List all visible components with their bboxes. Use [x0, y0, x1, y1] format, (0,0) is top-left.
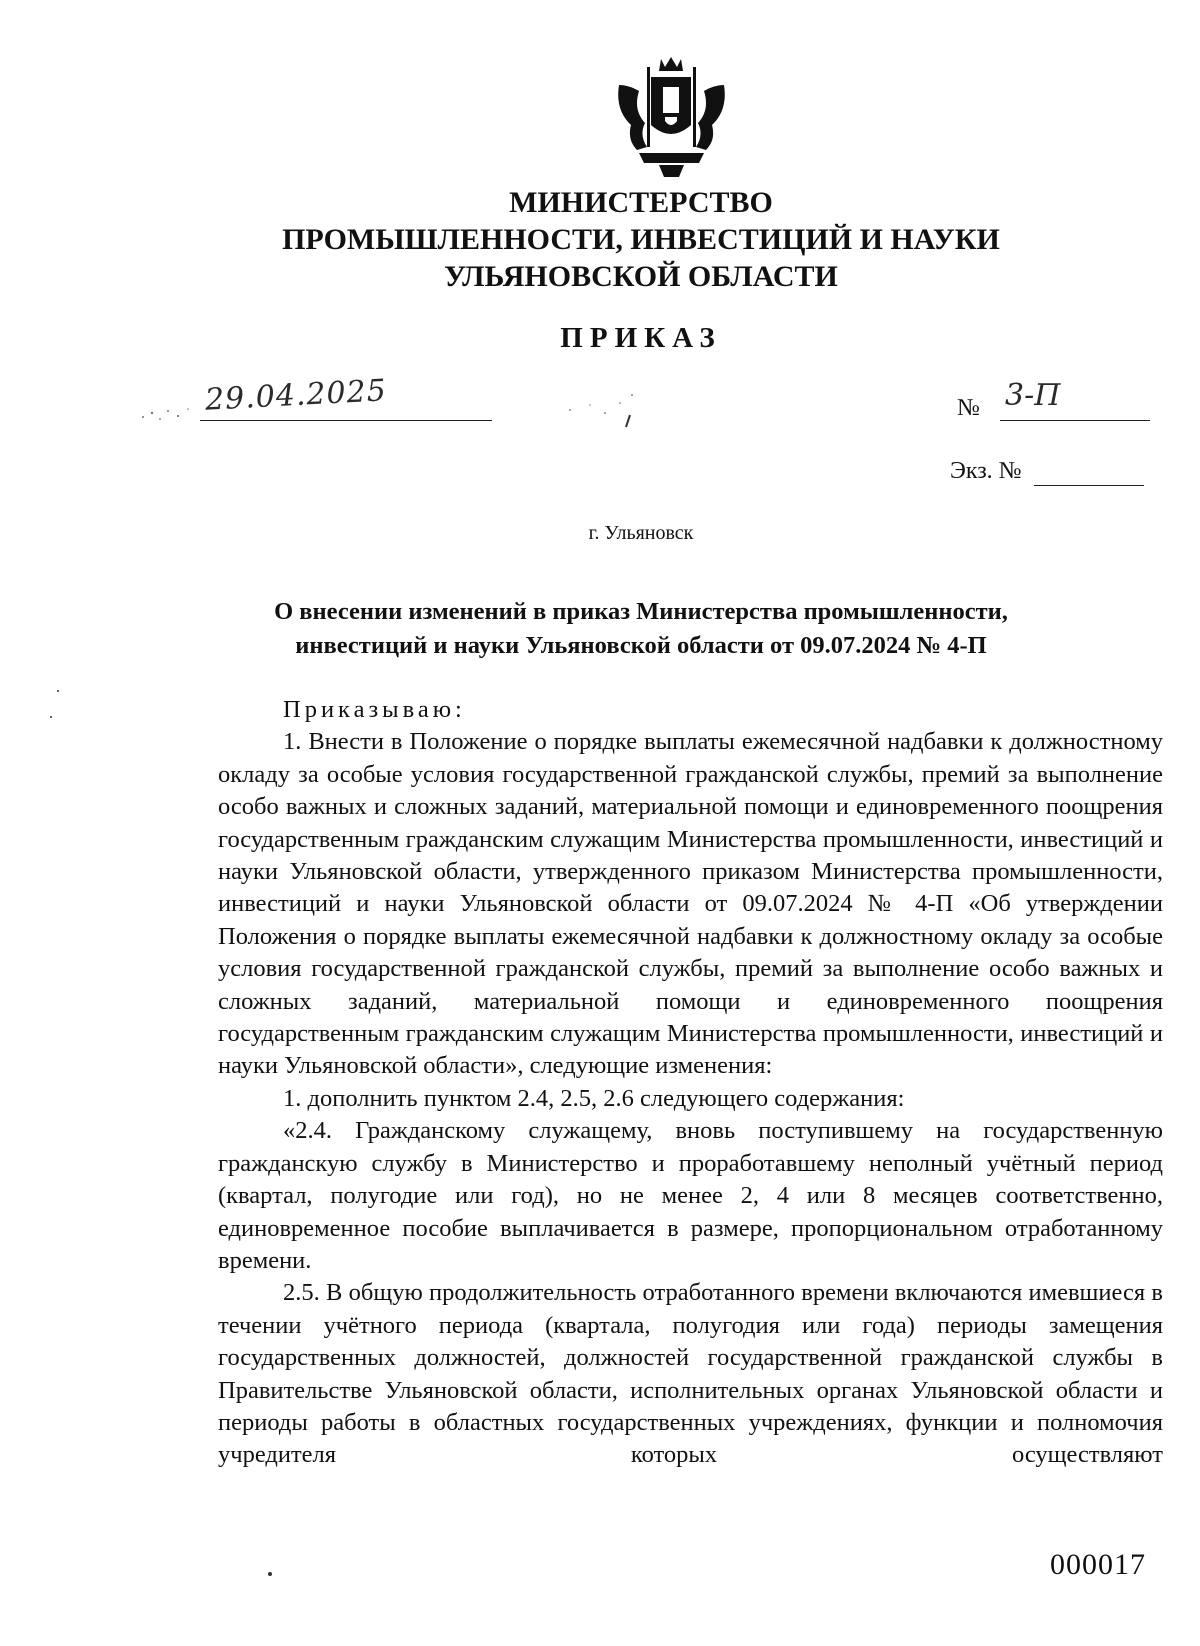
ministry-name-line-2: ПРОМЫШЛЕННОСТИ, ИНВЕСТИЦИЙ И НАУКИ [282, 223, 1000, 256]
order-body [218, 694, 1163, 1472]
city-name: г. Ульяновск [588, 522, 694, 544]
ministry-name-line-3: УЛЬЯНОВСКОЙ ОБЛАСТИ [444, 260, 838, 293]
paragraph-2-5: 2.5. В общую продолжительность отработанного времени включаются имевшиеся в течении учётного периода (квартала, полугодия или года) периоды замещения государственных должностей, должностей государственной гражданской службы в Правительстве Ульяновской области, исполнительных органах Ульяновской области и периоды работы в областных государственных учреждениях, функции и полномочия учредителя которых осуществляют [218, 1279, 1163, 1469]
copy-number-label: Экз. № [950, 458, 1022, 484]
scan-speck [50, 716, 52, 718]
coat-of-arms-emblem [609, 55, 734, 180]
number-label: № [957, 395, 980, 421]
scan-noise [560, 385, 660, 435]
number-underline [1000, 420, 1150, 421]
scan-noise [138, 395, 198, 425]
date-underline [200, 420, 492, 421]
subject-line-2: инвестиций и науки Ульяновской области от 09.07.2024 № 4-П [295, 632, 987, 659]
page-code: 000017 [1050, 1548, 1146, 1581]
order-intro: Приказываю: [283, 696, 466, 723]
ministry-name-line-1: МИНИСТЕРСТВО [509, 186, 773, 219]
document-type-title: ПРИКАЗ [560, 322, 722, 354]
order-subject [0, 595, 1200, 663]
subject-line-1: О внесении изменений в приказ Министерства промышленности, [274, 598, 1008, 625]
scan-speck [268, 1572, 272, 1576]
copy-number-underline [1034, 485, 1144, 486]
order-number-handwritten: 3-П [1005, 378, 1061, 413]
date-handwritten: 29.04.2025 [204, 373, 388, 418]
scan-speck [57, 690, 59, 692]
paragraph-1: 1. Внести в Положение о порядке выплаты ежемесячной надбавки к должностному окладу за особые условия государственной гражданской службы, премий за выполнение особо важных и сложных заданий, материальной помощи и единовременного поощрения государственным гражданским служащим Министерства промышленности, инвестиций и науки Ульяновской области, утвержденного приказом Министерства промышленности, инвестиций и науки Ульяновской области от 09.07.2024 № 4-П «Об утверждении Положения о порядке выплаты ежемесячной надбавки к должностному окладу за особые условия государственной гражданской службы, премий за выполнение особо важных и сложных заданий, материальной помощи и единовременного поощрения государственным гражданским служащим Министерства промышленности, инвестиций и науки Ульяновской области», следующие изменения: [218, 728, 1163, 1080]
paragraph-2: 1. дополнить пунктом 2.4, 2.5, 2.6 следующего содержания: [283, 1084, 905, 1112]
paragraph-2-4: «2.4. Гражданскому служащему, вновь поступившему на государственную гражданскую службу в Министерство и проработавшему неполный учётный период (квартал, полугодие или год), но не менее 2, 4 или 8 месяцев соответственно, единовременное пособие выплачивается в размере, пропорциональном отработанному времени. [218, 1117, 1163, 1274]
